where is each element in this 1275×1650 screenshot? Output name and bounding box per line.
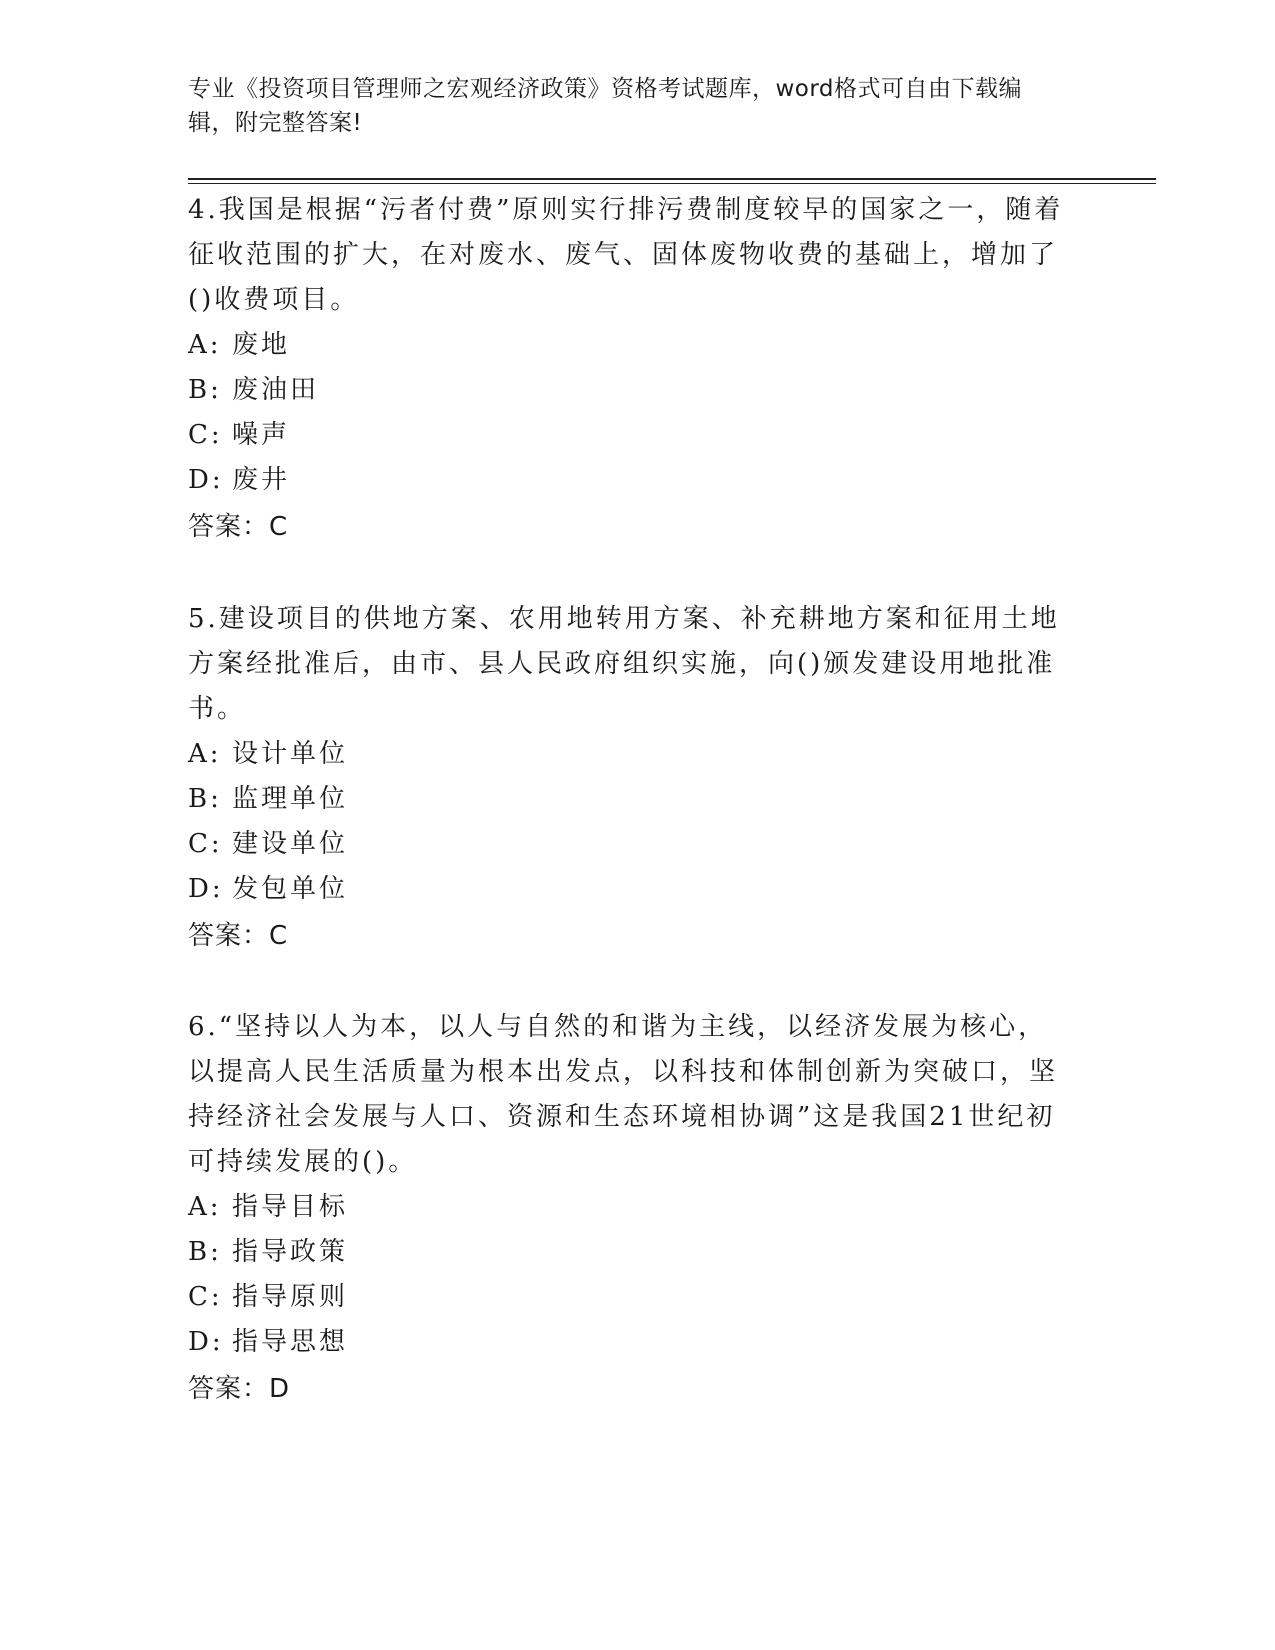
option-b	[188, 1230, 1068, 1275]
option-text: 指导思想	[232, 1327, 349, 1357]
option-key: B:	[188, 375, 222, 405]
header-divider-thick	[188, 178, 1156, 180]
option-key: B:	[188, 784, 222, 814]
option-text: 指导目标	[232, 1192, 349, 1222]
option-d	[188, 1320, 1068, 1365]
option-key: D:	[188, 465, 224, 495]
option-d	[188, 458, 1068, 503]
option-a	[188, 323, 1068, 368]
option-text: 噪声	[232, 420, 291, 450]
option-a	[188, 732, 1068, 777]
answer-label: 答案：C	[188, 921, 289, 951]
option-key: A:	[188, 330, 222, 360]
option-c	[188, 822, 1068, 867]
option-key: C:	[188, 1282, 223, 1312]
question-stem: 4.我国是根据“污者付费”原则实行排污费制度较早的国家之一，随着征收范围的扩大，在对废水、废气、固体废物收费的基础上，增加了()收费项目。	[188, 195, 1064, 315]
option-d	[188, 867, 1068, 912]
answer-label: 答案：D	[188, 1374, 291, 1404]
option-text: 指导政策	[232, 1237, 349, 1267]
option-text: 发包单位	[232, 874, 349, 904]
option-key: A:	[188, 739, 222, 769]
option-b	[188, 777, 1068, 822]
header-line-2: 辑，附完整答案!	[188, 110, 363, 136]
option-b	[188, 368, 1068, 413]
option-key: D:	[188, 1327, 224, 1357]
question-stem: 5.建设项目的供地方案、农用地转用方案、补充耕地方案和征用土地方案经批准后，由市、县人民政府组织实施，向()颁发建设用地批准书。	[188, 604, 1060, 724]
option-c	[188, 1275, 1068, 1320]
option-key: C:	[188, 829, 223, 859]
option-text: 建设单位	[232, 829, 349, 859]
option-key: A:	[188, 1192, 222, 1222]
question-stem: 6.“坚持以人为本，以人与自然的和谐为主线，以经济发展为核心，以提高人民生活质量为根本出发点，以科技和体制创新为突破口，坚持经济社会发展与人口、资源和生态环境相协调”这是我国21世纪初可持续发展的()。	[188, 1012, 1059, 1177]
question-block	[188, 597, 1068, 960]
header-divider-thin	[188, 183, 1156, 184]
option-text: 废井	[232, 465, 291, 495]
option-text: 废油田	[232, 375, 320, 405]
question-block	[188, 188, 1068, 551]
option-key: D:	[188, 874, 224, 904]
document-header	[188, 72, 1068, 140]
option-key: C:	[188, 420, 223, 450]
header-line-1: 专业《投资项目管理师之宏观经济政策》资格考试题库，word格式可自由下载编	[188, 76, 1023, 102]
option-key: B:	[188, 1237, 222, 1267]
option-c	[188, 413, 1068, 458]
question-block	[188, 1005, 1068, 1413]
option-text: 指导原则	[232, 1282, 349, 1312]
answer-label: 答案：C	[188, 512, 289, 542]
option-a	[188, 1185, 1068, 1230]
option-text: 监理单位	[232, 784, 349, 814]
option-text: 设计单位	[232, 739, 349, 769]
option-text: 废地	[232, 330, 291, 360]
